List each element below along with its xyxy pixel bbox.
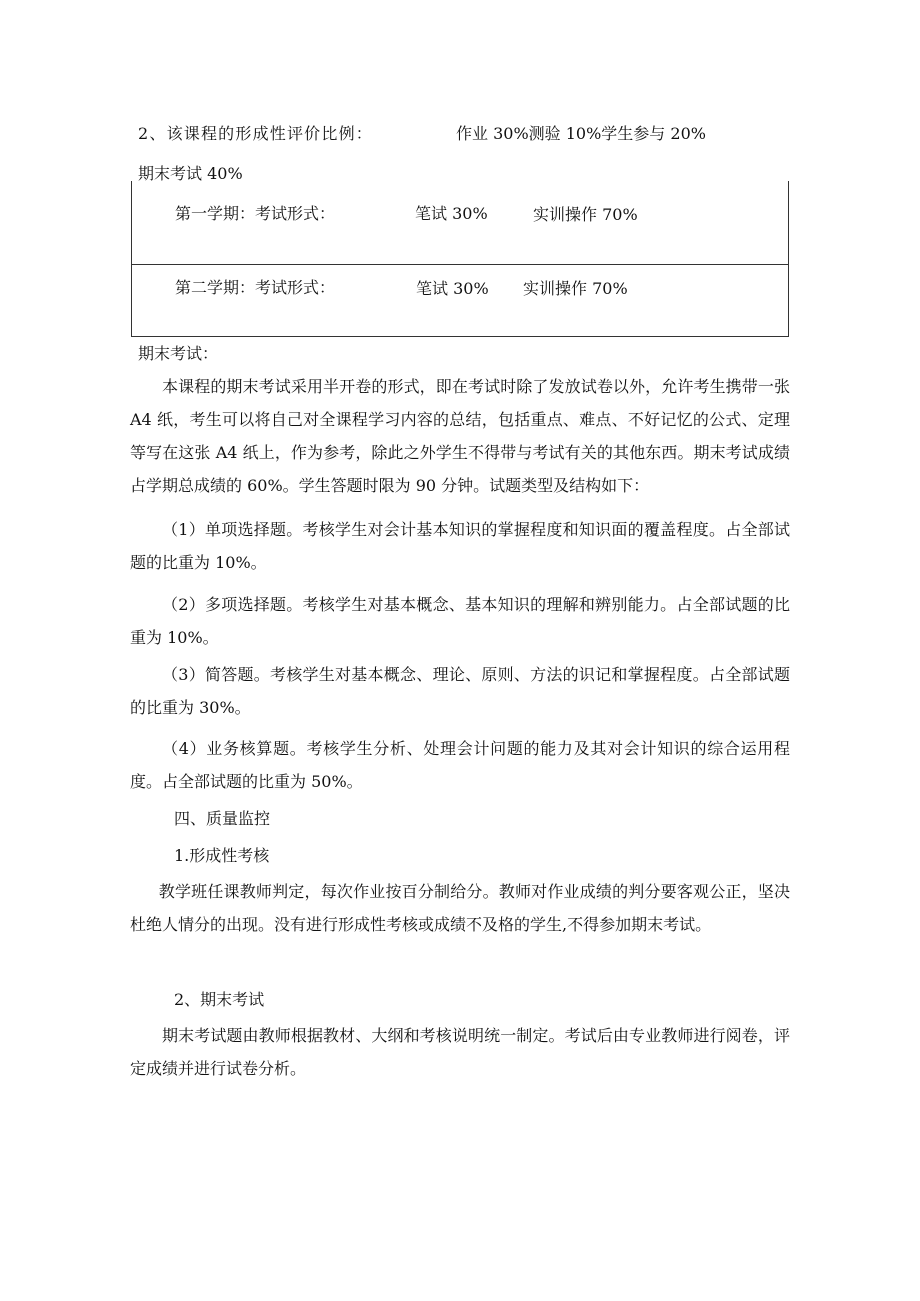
final-exam-subheading: 2、期末考试 bbox=[174, 990, 265, 1009]
final-exam-heading: 期末考试： bbox=[138, 344, 219, 363]
row1-practice: 实训操作 70% bbox=[533, 205, 638, 224]
final-exam-text: 期末考试题由教师根据教材、大纲和考核说明统一制定。考试后由专业教师进行阅卷，评定成绩并进行试卷分析。 bbox=[130, 1026, 790, 1078]
item-single-choice: （1）单项选择题。考核学生对会计基本知识的掌握程度和知识面的覆盖程度。占全部试题的比重为 10%。 bbox=[130, 520, 790, 572]
item-calculation: （4）业务核算题。考核学生分析、处理会计问题的能力及其对会计知识的综合运用程度。占全部试题的比重为 50%。 bbox=[130, 739, 790, 791]
ratio-label: 2、该课程的形成性评价比例： bbox=[138, 124, 373, 143]
final-ratio: 期末考试 40% bbox=[138, 164, 243, 183]
row2-practice: 实训操作 70% bbox=[523, 279, 628, 298]
ratio-value: 作业 30%测验 10%学生参与 20% bbox=[456, 124, 706, 143]
row2-label: 第二学期：考试形式： bbox=[175, 278, 336, 297]
quality-heading: 四、质量监控 bbox=[174, 809, 271, 828]
row1-label: 第一学期：考试形式： bbox=[175, 204, 336, 223]
formative-heading: 1.形成性考核 bbox=[174, 846, 270, 865]
table-divider bbox=[132, 264, 788, 265]
item-short-answer: （3）简答题。考核学生对基本概念、理论、原则、方法的识记和掌握程度。占全部试题的比重为 30%。 bbox=[130, 665, 790, 717]
formative-text: 教学班任课教师判定，每次作业按百分制给分。教师对作业成绩的判分要客观公正，坚决杜绝人情分的出现。没有进行形成性考核或成绩不及格的学生,不得参加期末考试。 bbox=[130, 882, 790, 934]
item-multi-choice: （2）多项选择题。考核学生对基本概念、基本知识的理解和辨别能力。占全部试题的比重为 10%。 bbox=[130, 595, 790, 647]
final-exam-intro: 本课程的期末考试采用半开卷的形式，即在考试时除了发放试卷以外，允许考生携带一张 A4 纸，考生可以将自己对全课程学习内容的总结，包括重点、难点、不好记忆的公式、定理等写在这张 A4 纸上，作为参考，除此之外学生不得带与考试有关的其他东西。期末考试成绩占学期总成绩的 60%。学生答题时限为 90 分钟。试题类型及结构如下： bbox=[130, 377, 790, 495]
row2-written: 笔试 30% bbox=[416, 279, 489, 298]
row1-written: 笔试 30% bbox=[415, 204, 488, 223]
